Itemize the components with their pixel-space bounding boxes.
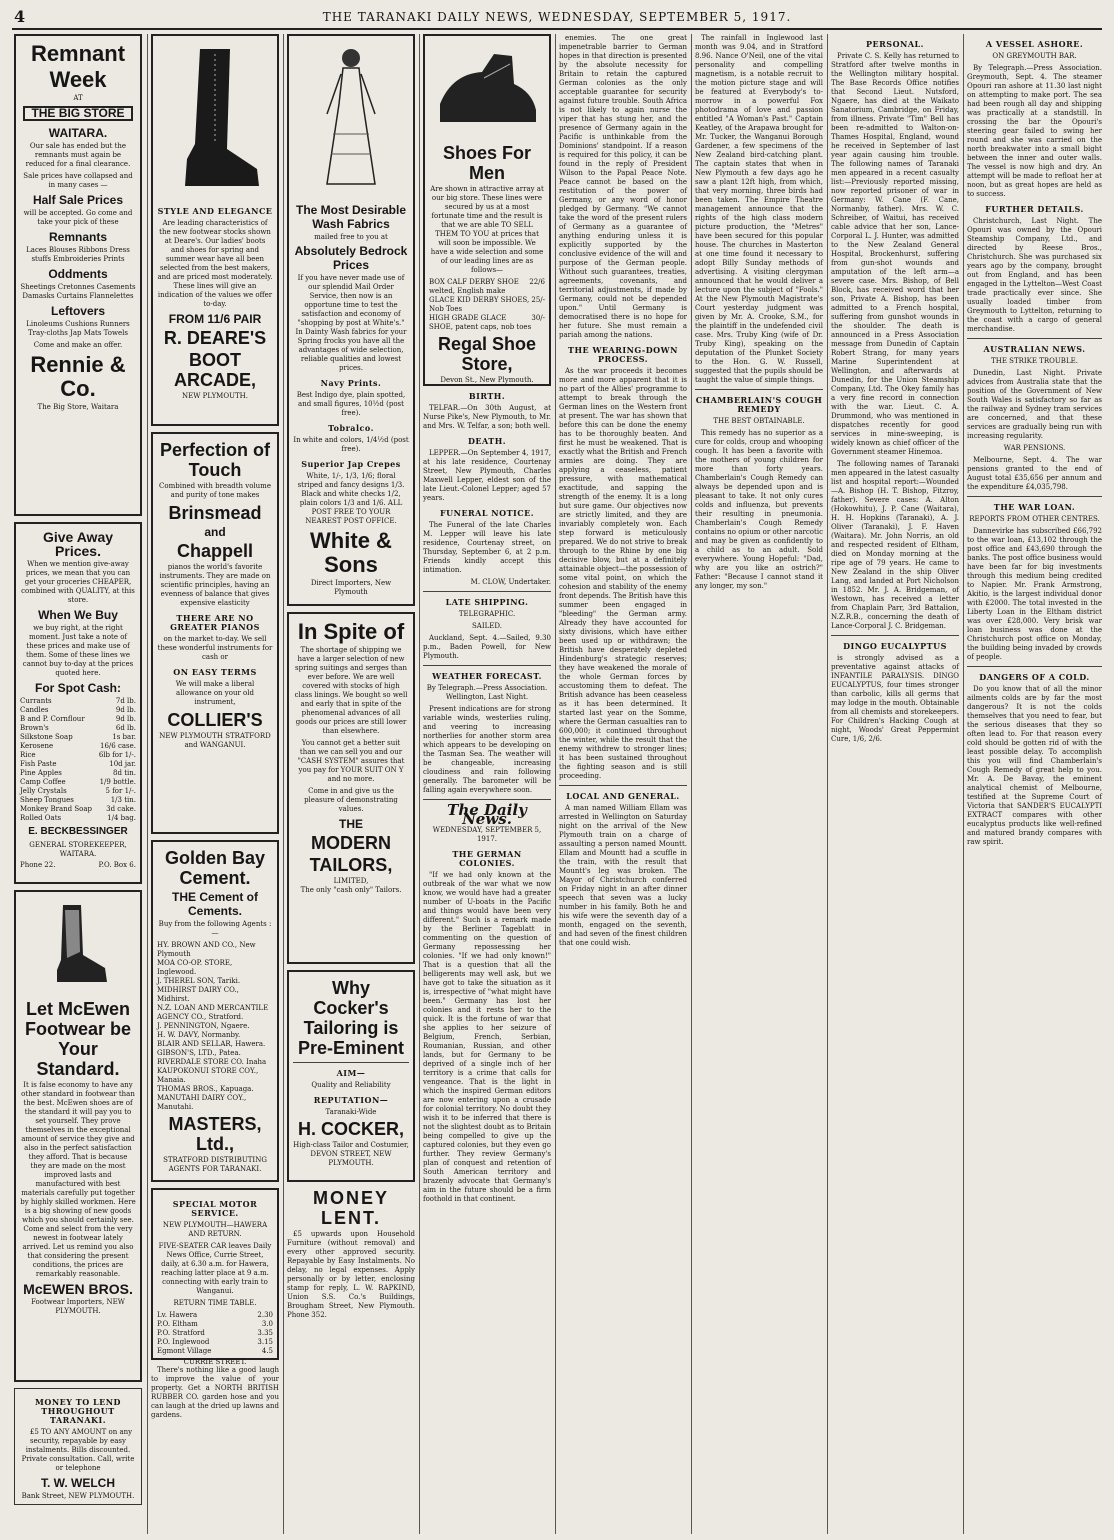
price-row-label: Rice xyxy=(20,751,36,759)
price-row-label: Sheep Tongues xyxy=(20,796,74,804)
golden-bay-heading: Golden Bay Cement. xyxy=(164,848,266,888)
golden-bay-cement-ad xyxy=(151,840,279,1182)
agent-row xyxy=(157,1004,273,1022)
agent-row-label: J. THEREL SON, Tariki. xyxy=(157,977,241,985)
price-row xyxy=(20,715,136,724)
price-row-value: 16/6 case. xyxy=(100,742,136,750)
leftovers-heading: Leftovers xyxy=(50,304,106,318)
jap-crepes-heading: Superior Jap Crepes xyxy=(301,459,401,469)
wash-text: If you have never made use of our splendid Mail Order Service, then now is an opportune time to test the satisfaction and economy of "shopping by post at White's." In Dainty Wash fabrics for your Spring frocks you have all the advantages of wide selection, reliable qualities and lowest prices. xyxy=(295,274,407,372)
agent-row xyxy=(157,1085,273,1094)
price-row xyxy=(20,733,136,742)
page-title: THE TARANAKI DAILY NEWS, WEDNESDAY, SEPTEMBER 5, 1917. xyxy=(322,10,792,24)
aim-label: AIM— xyxy=(336,1068,366,1078)
timetable xyxy=(157,1311,273,1356)
perfection-heading: Perfection of Touch xyxy=(159,440,270,480)
price-list xyxy=(20,697,136,823)
column-2 xyxy=(151,34,279,1534)
price-row-value: 6d lb. xyxy=(115,724,136,732)
agent-row xyxy=(157,1067,273,1085)
reputation-label: REPUTATION— xyxy=(313,1095,389,1105)
tailors-text: TAILORS, xyxy=(309,855,393,875)
oddments-heading: Oddments xyxy=(48,267,108,281)
come-in-text: Come in and give us the pleasure of demonstrating values. xyxy=(304,787,398,813)
price-row-value: 6lb for 1/-. xyxy=(98,751,136,759)
deare-boot-ad xyxy=(151,34,279,426)
late-shipping-heading: LATE SHIPPING. xyxy=(445,597,529,607)
regal-name: Regal Shoe Store, xyxy=(437,334,537,374)
week-heading: Week xyxy=(49,67,107,92)
money-text: £5 TO ANY AMOUNT on any security, repayable by easy instalments. Bills discounted. Private consultation. Call, write or telephone xyxy=(21,1428,135,1472)
weather-by: By Telegraph.—Press Association. Wellington, Last Night. xyxy=(426,684,548,701)
lady-figure-illustration xyxy=(311,44,391,194)
weather-text: Present indications are for strong variable winds, westerlies ruling, and veering to increasing northerlies for another storm area which appears to be developing on the Tasman Sea. The weather will be changeable, increasing cloudiness and rain following generally. The barometer will be falling again everywhere soon. xyxy=(423,705,551,794)
agent-row xyxy=(157,959,273,977)
timetable-row-label: P.O. Inglewood xyxy=(157,1338,210,1346)
agent-row xyxy=(157,1058,273,1067)
agent-row-label: KAUPOKONUI STORE COY., Manaia. xyxy=(157,1067,259,1084)
at-text: AT xyxy=(73,94,83,102)
cash-only-text: The only "cash only" Tailors. xyxy=(300,886,402,894)
personal-text: Private C. S. Kelly has returned to Stratford after twelve months in the Wellington military hospital. The Base Records Office notifies that Second Lieut. Nutsford, Ngaere, has died at the Waikato Sanatorium, Cambridge, on Friday, from illness. Private "Tim" Bell has been re-admitted to Walton-on-Thames Hospital, England, wound he received in September of last year again causing him trouble. The following names of Taranaki men appeared in a recent casualty list:—Previously reported missing, now reported prisoner of war in Germany: W. Cane (F. Cane, Normanby, father). Mrs. W. C. Schreiber, of Waitui, has received cable advice that her son, Lance-Corporal L. J. Hunter, was admitted to the New Zealand General Hospital, Brockenhurst, suffering from gun-shot wounds and amputation of the left arm—a severe case. Mrs. Bishop, of Bell Block, has received word that her son, Private A. Bishop, has been admitted to a French hospital, suffering from gunshot wounds in the shoulder. The death is announced in a Press Association message from Dunedin of Captain Robert Strang, for many years Marine Superintendent at Wellington, and afterwards at Dunedin, for the Union Steamship Company, Ltd. The Okey family has a very fine record in connection with the war. Lieut. C. A. Drummond, who was mentioned in dispatches recently for good services in mine-sweeping, is widely known as chief officer of the Government steamer Hinemoa. xyxy=(831,52,959,456)
shoe-row-value: 22/6 xyxy=(529,278,545,286)
price-row xyxy=(20,742,136,751)
give-away-prices-ad xyxy=(14,522,142,884)
modern-text: MODERN xyxy=(311,833,391,853)
shoe-row xyxy=(429,314,545,332)
agent-row xyxy=(157,986,273,1004)
piano-text: pianos the world's favorite instruments. They are made on scientific principles, having an evenness of balance that gives expensive elasticity xyxy=(159,563,271,607)
shoe-row xyxy=(429,278,545,296)
leftovers-items: Linoleums Cushions Runners Tray-cloths Jap Mats Towels xyxy=(26,320,130,337)
pensions-heading: WAR PENSIONS. xyxy=(1003,444,1066,452)
shoe-row-label: BOX CALF DERBY SHOE welted, English make xyxy=(429,278,519,295)
mcewen-text: It is false economy to have any other standard in footwear than the best. McEwen shoes are of the standard it will pay you to set yourself. They prove themselves in the exceptional amount of service they give and also in the perfect satisfaction they afford. That is because they are made on the most improved lasts and manufactured with best materials carefully put together by highly skilled workmen. Here is a big showing of new goods which you should certainly see. Come and select from the very newest in footwear lately arrived. Let us remind you also that considering the present conditions, the prices are remarkably reasonable. xyxy=(20,1081,136,1278)
australian-news-heading: AUSTRALIAN NEWS. xyxy=(983,344,1086,354)
further-text: Christchurch, Last Night. The Opouri was owned by the Opouri Steamship Company, Ltd., and directed by Reese Bros., Christchurch. She was purchased six years ago by the company, brought out from England, and has been engaged in the Lyttelton—West Coast trade practically ever since. She usually loaded timber from Greymouth to Lyttelton, returning to the coast with a cargo of general merchandise. xyxy=(967,217,1102,333)
price-row-value: 9d lb. xyxy=(115,706,136,714)
price-row xyxy=(20,706,136,715)
perfection-text: Combined with breadth volume and purity of tone makes xyxy=(159,482,271,499)
telegraphic-text: TELEGRAPHIC. xyxy=(458,610,516,618)
liberal-text: We will make a liberal allowance on your old instrument, xyxy=(175,680,255,706)
mailed-text: mailed free to you at xyxy=(314,233,388,241)
shoe-row-value: 30/- xyxy=(531,314,545,322)
personal-heading: PERSONAL. xyxy=(866,39,924,49)
column-rule xyxy=(963,34,964,1534)
wash-heading: The Most Desirable Wash Fabrics xyxy=(295,203,407,231)
timetable-row-value: 2.30 xyxy=(257,1311,273,1319)
give-away-text: When we mention give-away prices, we mean that you can get your groceries CHEAPER, combined with QUALITY, at this store. xyxy=(21,560,135,604)
sale-prices-text: Sale prices have collapsed and in many cases — xyxy=(23,172,133,189)
timetable-row-label: P.O. Stratford xyxy=(157,1329,205,1337)
shoes-for-men-heading: Shoes For Men xyxy=(442,143,531,183)
price-row-label: Silkstone Soap xyxy=(20,733,73,741)
motor-footer: CURRIE STREET. xyxy=(183,1358,247,1366)
the-text: THE xyxy=(339,817,363,831)
strike-heading: THE STRIKE TROUBLE. xyxy=(991,357,1078,365)
style-heading: STYLE AND ELEGANCE xyxy=(157,206,273,216)
agent-row-label: J. PENNINGTON, Ngaere. xyxy=(157,1022,250,1030)
column-rule xyxy=(827,34,828,1534)
navy-prints-heading: Navy Prints. xyxy=(320,378,382,388)
editorial-heading: THE GERMAN COLONIES. xyxy=(452,849,522,868)
easy-terms-text: ON EASY TERMS xyxy=(173,667,257,677)
weather-heading: WEATHER FORECAST. xyxy=(432,671,542,681)
column-rule xyxy=(555,34,556,1534)
spot-cash-heading: For Spot Cash: xyxy=(35,681,121,695)
when-we-buy-heading: When We Buy xyxy=(38,608,118,622)
motor-heading: SPECIAL MOTOR SERVICE. xyxy=(172,1199,258,1218)
price-row xyxy=(20,796,136,805)
war-loan-sub: REPORTS FROM OTHER CENTRES. xyxy=(969,515,1100,523)
price-row-label: Candles xyxy=(20,706,49,714)
money-lent-text: £5 upwards upon Household Furniture (without removal) and every other approved security. Repayable by Easy Instalments. No delay, no legal expenses. Apply personally or by letter, enclosing stamp for reply, L. W. RAPKIND, Union S.S. Co.'s Buildings, Brougham Street, New Plymouth. Phone 352. xyxy=(287,1230,415,1319)
return-timetable-heading: RETURN TIME TABLE. xyxy=(173,1299,257,1307)
price-row xyxy=(20,697,136,706)
price-row-label: Brown's xyxy=(20,724,49,732)
vessel-ashore-heading: A VESSEL ASHORE. xyxy=(985,39,1084,49)
deare-town: NEW PLYMOUTH. xyxy=(182,392,248,400)
price-row-value: 1/4 bag. xyxy=(107,814,136,822)
remnant-week-ad xyxy=(14,34,142,516)
market-text: on the market to-day. We sell these wonderful instruments for cash or xyxy=(157,635,273,661)
column-8 xyxy=(967,34,1102,1534)
masters-sub: STRATFORD DISTRIBUTING AGENTS FOR TARANAKI. xyxy=(163,1156,267,1173)
timetable-row xyxy=(157,1311,273,1320)
chamberlain-sub: THE BEST OBTAINABLE. xyxy=(713,417,805,425)
cold-text: Do you know that of all the minor ailments colds are by far the most dangerous? It is not the colds themselves that you need to fear, but the serious diseases that they so often lead to. For that reason every cold should be gotten rid of with the least possible delay. To accomplish this you will find Chamberlain's Cough Remedy of great help to you. Mr. A. De Bavay, the eminent analytical chemist of Melbourne, testified at the Supreme Court of Victoria that SANDER'S EUCALYPTI EXTRACT compares with other eucalyptus products like well-refined and matured brandy compares with raw spirit. xyxy=(967,685,1102,846)
mcewen-headline: Let McEwen Footwear be Your Standard. xyxy=(24,999,131,1079)
motor-text: FIVE-SEATER CAR leaves Daily News Office, Currie Street, daily, at 6.30 a.m. for Hawera, reaching latter place at 9 a.m. connecting with early train to Wanganui. xyxy=(158,1242,272,1295)
mens-shoe-illustration xyxy=(432,44,542,134)
price-row-value: 3d cake. xyxy=(106,805,136,813)
dingo-heading: DINGO EUCALYPTUS xyxy=(843,641,947,651)
column-6 xyxy=(695,34,823,1534)
personal-text-2: The following names of Taranaki men appeared in the latest casualty list and hospital report:—Wounded—A. Bishop (H. T. Bishop, Fitzroy, father). Severe cases: A. Alton (Hokowhitu), J. P. Cane (Waitara), H. H. Hopkins (Taranaki), A. J. Oliver (Taranaki), J. F. Haven (Waitara). Mr. John Norris, an old and respected resident of Eltham, died on Monday morning at the ripe age of 79 years. He came to New Zealand in the ship Oliver Lang, and landed at Port Nicholson in 1852. Mr. J. A. Bridgeman, of Westown, has received a letter from Chaplain Parr, 3rd Battalion, N.Z.R.B., concerning the death of Lance-Corporal J. C. Bridgeman. xyxy=(831,460,959,630)
further-details-heading: FURTHER DETAILS. xyxy=(985,204,1084,214)
price-row-value: 7d lb. xyxy=(115,697,136,705)
column-1 xyxy=(14,34,142,1534)
timetable-row-label: Lv. Hawera xyxy=(157,1311,198,1319)
po-box-text: P.O. Box 6. xyxy=(98,861,136,869)
price-row-value: 1s bar. xyxy=(112,733,136,741)
agent-row-label: GIBSON'S, LTD., Patea. xyxy=(157,1049,241,1057)
remnants-items: Laces Blouses Ribbons Dress stuffs Embroideries Prints xyxy=(26,246,130,263)
price-row-label: Pine Apples xyxy=(20,769,62,777)
remnant-heading: Remnant xyxy=(30,41,126,66)
price-row-label: Kerosene xyxy=(20,742,54,750)
price-row-value: 5 for 1/-. xyxy=(105,787,136,795)
chamberlain-text: This remedy has no superior as a cure for colds, croup and whooping cough. It has been a favorite with the mothers of young children for more than forty years. Chamberlain's Cough Remedy can always be depended upon and is pleasant to take. It not only cures colds and influenza, but prevents their resulting in pneumonia. Chamberlain's Cough Remedy contains no opium or other narcotic and may be given as confidently to a child as to an adult. Sold everywhere. Young Hopeful: "Dad, why are you like an ostrich?" Father: "Because I cannot stand it any longer, my son." xyxy=(695,429,823,590)
local-items-text: The rainfall in Inglewood last month was 9.04, and in Stratford 8.96. Nance O'Neil, one of the vital personality and compelling magnetism, is a notable recruit to the motion picture stage and will be featured at Everybody's to-morrow in a powerful Fox photodrama of love and passion entitled "A Woman's Past." Captain Keatley, of the Arapawa brought for Mr. Tucker, the Wanganui Borough Gardener, a few specimens of the New Zealand bird-catching plant. The captain states that when in New Plymouth a few days ago he saw a plant 12ft high, from which, that very morning, three birds had been taken. The Empire Theatre management announce that the rights of the high class modern picture production, the "Metres" have been secured for this popular house. The churches in Masterton at one time found it necessary to adopt Billy Sunday methods of advertising. A visiting clergyman announced that he would deliver a lecture upon the subject of "Fools." At the New Plymouth Magistrate's Court yesterday judgment was given by Mr. A. Crooke, S.M., for the plaintiff in the undefended civil case. Mrs. Truby King (wife of Dr. Truby King), speaking on the deputation of the Plunket Society to the Hon. G. W. Russell, suggested that the pupils should be taught the value of simple things. xyxy=(695,34,823,384)
shoe-row xyxy=(429,296,545,314)
deare-name: R. DEARE'S xyxy=(163,328,267,348)
remnants-heading: Remnants xyxy=(48,230,107,244)
timetable-row-label: Egmont Village xyxy=(157,1347,212,1355)
boot-arcade: BOOT ARCADE, xyxy=(173,350,256,390)
limited-text: LIMITED, xyxy=(333,877,369,885)
in-spite-text: The shortage of shipping we have a larger selection of new spring suitings and serges than ever before. We are well covered with stocks of high class linings. We bought so well and early that in spite of the phenomenal advances of all goods our prices are still lower than elsewhere. xyxy=(294,646,408,735)
shoe-row-label: HIGH GRADE GLACE SHOE, patent caps, nob toes xyxy=(429,314,532,331)
money-to-lend-ad xyxy=(14,1388,142,1505)
price-row xyxy=(20,769,136,778)
price-row xyxy=(20,760,136,769)
war-loan-heading: THE WAR LOAN. xyxy=(993,502,1076,512)
sailed-text: SAILED. xyxy=(472,622,502,630)
cocker-sub: High-class Tailor and Costumier, DEVON STREET, NEW PLYMOUTH. xyxy=(293,1141,409,1167)
motor-route: NEW PLYMOUTH—HAWERA AND RETURN. xyxy=(162,1221,268,1238)
cold-heading: DANGERS OF A COLD. xyxy=(979,672,1090,682)
mcewen-footwear-ad xyxy=(14,890,142,1382)
editorial-continued: enemies. The one great impenetrable barrier to German hopes in that direction is presented by the absolute necessity for Britain to retain the captured German colonies as the only acceptable guarantee for security against future trouble. South Africa is not likely to again nurse the viper that has stung her, and the presence of Germany again in the Pacific is unthinkable from the Dominions' standpoint. If a reason is required for this policy, it can be found in the reply of President Wilson to the Papal Peace Note. Peace cannot be based on the restitution of the power of Germany, or any word of honor pledged by Germany. "We cannot take the word of the present rulers of Germany as a guarantee of anything enduring unless it is explicitly supported by the conclusive evidence of the will and purpose of the German people. Without such guarantees, treaties, agreements, covenants, and territorial adjustments, if made by Germany, could not be depended upon." Until Germany is democratised there is no hope for her future. She must remain a pariah among the nations. xyxy=(559,34,687,339)
price-row xyxy=(20,814,136,823)
column-3 xyxy=(287,34,415,1534)
give-away-heading: Give Away Prices. xyxy=(42,529,114,559)
aim-text: Quality and Reliability xyxy=(311,1081,391,1089)
masters-name: MASTERS, Ltd., xyxy=(168,1114,262,1154)
local-general-heading: LOCAL AND GENERAL. xyxy=(566,791,680,801)
beckbessinger-name: E. BECKBESSINGER xyxy=(28,826,128,837)
modern-tailors-ad xyxy=(287,612,415,964)
no-greater-text: THERE ARE NO GREATER PIANOS xyxy=(170,613,260,632)
price-row xyxy=(20,787,136,796)
welch-name: T. W. WELCH xyxy=(41,1476,115,1490)
tobralco-heading: Tobralco. xyxy=(328,423,374,433)
price-row-label: Jelly Crystals xyxy=(20,787,67,795)
agent-row-label: MOA CO-OP. STORE, Inglewood. xyxy=(157,959,233,976)
reputation-text: Taranaki-Wide xyxy=(325,1108,377,1116)
brinsmead-brand: Brinsmead xyxy=(168,503,262,523)
shipping-text: Auckland, Sept. 4.—Sailed, 9.30 p.m., Baden Powell, for New Plymouth. xyxy=(423,634,551,660)
price-row xyxy=(20,724,136,733)
column-5 xyxy=(559,34,687,1534)
price-row-label: Camp Coffee xyxy=(20,778,66,786)
column-rule xyxy=(283,34,284,1534)
agent-row xyxy=(157,941,273,959)
cocker-heading: Why Cocker's Tailoring is Pre-Eminent xyxy=(297,978,405,1058)
price-row xyxy=(20,778,136,787)
agent-row-label: N.Z. LOAN AND MERCANTILE AGENCY CO., Stratford. xyxy=(157,1004,269,1021)
greymouth-sub: ON GREYMOUTH BAR. xyxy=(992,52,1077,60)
price-row-label: Currants xyxy=(20,697,52,705)
agent-row xyxy=(157,1031,273,1040)
cocker-tailoring-ad xyxy=(287,970,415,1182)
timetable-row xyxy=(157,1320,273,1329)
agent-row xyxy=(157,1049,273,1058)
agent-row-label: BLAIR AND SELLAR, Hawera. xyxy=(157,1040,266,1048)
agent-row-label: THOMAS BROS., Kapuaga. xyxy=(157,1085,254,1093)
funeral-notice: The Funeral of the late Charles M. Lepper will leave his late residence, Courtenay street, on Thursday, September 6, at 2 p.m. Friends kindly accept this intimation. xyxy=(423,521,551,574)
price-row-label: Monkey Brand Soap xyxy=(20,805,92,813)
agent-row-label: MANUTAHI DAIRY COY., Manutahi. xyxy=(157,1094,247,1111)
strike-text: Dunedin, Last Night. Private advices from Australia state that the position of the Government of New South Wales is satisfactory so far as the railway and Sydney tram services are concerned, and that these services are gradually being run with increasing regularity. xyxy=(967,369,1102,440)
timetable-row-value: 3.0 xyxy=(261,1320,273,1328)
tobralco-text: In white and colors, 1/4½d (post free). xyxy=(293,436,409,453)
come-offer-text: Come and make an offer. xyxy=(33,341,123,349)
price-row-value: 1/9 bottle. xyxy=(99,778,136,786)
column-rule xyxy=(419,34,420,1534)
half-sale-heading: Half Sale Prices xyxy=(32,193,124,207)
rennie-sub: The Big Store, Waitara xyxy=(37,403,119,411)
undertaker-sig: M. CLOW, Undertaker. xyxy=(470,578,551,586)
column-7 xyxy=(831,34,959,1534)
price-row-label: Rolled Oats xyxy=(20,814,62,822)
hose-advice: There's nothing like a good laugh to improve the value of your property. Get a NORTH BRITISH RUBBER CO. garden hose and you can laugh at the dried up lawns and gardens. xyxy=(151,1366,279,1419)
column-rule xyxy=(147,34,148,1534)
jap-crepes-text: White, 1/-, 1/3, 1/6; floral striped and fancy designs 1/3. Black and white checks 1/2, plain colors 1/3 and 1/6. ALL POST FREE TO YOUR NEAREST POST OFFICE. xyxy=(297,472,405,525)
editorial-date: WEDNESDAY, SEPTEMBER 5, 1917. xyxy=(432,826,542,843)
agent-row-label: HY. BROWN AND CO., New Plymouth xyxy=(157,941,256,958)
bedrock-heading: Absolutely Bedrock Prices xyxy=(294,244,408,272)
vessel-text: By Telegraph.—Press Association. Greymouth, Sept. 4. The steamer Opouri ran ashore at 11.30 last night on attempting to make port. The sea had been rough all day and shipping was practically at a standstill. In crossing the bar the Opouri's steering gear failed to swing her round and she was carried on the north breakwater into a small bight between the inner and outer walls. The vessel is now high and dry. An attempt will be made to refloat her at noon, but as great hopes are held as to success. xyxy=(967,64,1102,198)
price-row-value: 8d tin. xyxy=(113,769,136,777)
funeral-heading: FUNERAL NOTICE. xyxy=(439,508,535,518)
big-store-logo: THE BIG STORE xyxy=(23,106,132,121)
welch-addr: Bank Street, NEW PLYMOUTH. xyxy=(21,1492,135,1500)
shoe-row-value: 25/- xyxy=(531,296,545,304)
page-masthead xyxy=(12,6,1102,30)
chamberlain-heading: CHAMBERLAIN'S COUGH REMEDY xyxy=(695,395,823,414)
motor-service-ad xyxy=(151,1188,279,1366)
local-general-text: A man named William Ellam was arrested in Wellington on Saturday night on the arrival of the New Plymouth train on a charge of assaulting a person named Mountt. Ellam and Mountt had a scuffle in the train, with the result that Mountt's leg was broken. The Mayor of Christchurch conferred on Friday night in an after dinner speech that seven was a lucky number in his family. Both he and his wife were the seventh day of a month, engaged on the seventh, and had seven of the finest children that one could wish. xyxy=(559,804,687,947)
birth-heading: BIRTH. xyxy=(468,391,506,401)
collier-name: COLLIER'S xyxy=(167,710,263,730)
waitara-text: WAITARA. xyxy=(48,126,108,140)
mcewen-sub: Footwear Importers, NEW PLYMOUTH. xyxy=(31,1298,125,1315)
and-text: and xyxy=(204,525,226,539)
shoes-text: Are shown in attractive array at our big store. These lines were secured by us at a most fortunate time and the result is that we are able TO SELL THEM TO YOU at prices that will soon be impossible. We have a wide selection and some of our leading lines are as follows— xyxy=(430,185,544,274)
remnant-intro: Our sale has ended but the remnants must again be reduced for a final clearance. xyxy=(25,142,131,168)
agent-row-label: RIVERDALE STORE CO. Inaha xyxy=(157,1058,267,1066)
collier-piano-ad xyxy=(151,432,279,834)
white-sons-sub: Direct Importers, New Plymouth xyxy=(310,579,392,596)
dingo-text: is strongly advised as a preventative against attacks of INFANTILE PARALYSIS. DINGO EUCALYPTUS, four times stronger than carbolic, kills all germs that may lodge in the mouth. Obtainable from all chemists and storekeepers. For Children's Hacking Cough at night, Woods' Great Peppermint Cure, 1/6, 2/6. xyxy=(831,654,959,743)
mcewen-name: McEWEN BROS. xyxy=(23,1281,133,1297)
wearing-down-text: As the war proceeds it becomes more and more apparent that it is no part of the Allies' programme to attempt to break through the German lines on the Western front at present. The war has shown that before this can be done the enemy has to be thoroughly beaten. And first he must be weakened. That is exactly what the British and French armies are doing. They are applying a ceaseless, patient pressure, with mathematical exactitude, and sapping the strength of the enemy. It is a long but sure game. Our objectives now are strictly limited, and they are invariably completely won. Each step forward is meticulously prepared. We do not strive to break through to the Rhine by one big decisive blow, but at a definitely attainable object—the possession of some vital point, on which the cohesion and stability of the enemy front depends. The British have this summer been engaged in "bleeding" the German army. Already they have accounted for sixty divisions, which have either been used up or withdrawn; the British have desperately depleted Hindenburg's strategic reserves; they have weakened the morale of the whole German forces by accustoming them to defeat. The British advance has been ceaseless as it has been determined. It started last year on the Somme, where the German casualties ran to 600,000; it continued throughout the winter, while the result that the enemy withdrew to stronger lines; it has been sustained throughout the fighting season and is still proceeding. xyxy=(559,367,687,780)
high-boot-illustration xyxy=(165,44,265,194)
price-row-label: Fish Paste xyxy=(20,760,57,768)
shoe-price-list xyxy=(429,278,545,332)
navy-prints-text: Best Indigo dye, plain spotted, and small figures, 10½d (post free). xyxy=(296,391,406,417)
oddments-items: Sheetings Cretonnes Casements Damasks Curtains Flannelettes xyxy=(20,283,136,300)
agent-row xyxy=(157,1022,273,1031)
agent-row-label: MIDHIRST DAIRY CO., Midhirst. xyxy=(157,986,239,1003)
money-heading: MONEY TO LEND THROUGHOUT TARANAKI. xyxy=(35,1397,121,1425)
chappell-brand: Chappell xyxy=(176,541,253,561)
price-row-value: 9d lb. xyxy=(115,715,136,723)
price-row-value: 10d jar. xyxy=(109,760,136,768)
shoe-row-label: GLACE KID DERBY SHOES, Nob Toes xyxy=(429,296,530,313)
timetable-row-label: P.O. Eltham xyxy=(157,1320,198,1328)
daily-news-masthead: The Daily News. xyxy=(447,801,527,828)
phone-text: Phone 22. xyxy=(20,861,56,869)
agent-row xyxy=(157,1094,273,1112)
column-4 xyxy=(423,34,551,1534)
collier-sub: NEW PLYMOUTH STRATFORD and WANGANUI. xyxy=(159,732,271,749)
agents-list xyxy=(157,941,273,1112)
agent-row xyxy=(157,1040,273,1049)
white-sons-ad xyxy=(287,34,415,606)
white-sons-name: White & Sons xyxy=(310,528,392,577)
timetable-row xyxy=(157,1347,273,1356)
when-we-buy-text: we buy right, at the right moment. Just take a note of these prices and make use of them. Some of these lines we cannot buy to-day at the prices quoted here. xyxy=(22,624,134,677)
boot-illustration xyxy=(43,900,113,990)
war-loan-text: Dannevirke has subscribed £66,792 to the war loan, £13,102 through the post office and £43,690 through the banks. The post office business would have been far for big investments through this medium being credited to Napier. Mr. Frank Armstrong, Akitio, is the largest individual donor with £2000. The total invested in the Liberty Loan in the Eltham district was over £28,000. Very brisk war loan business was done at the Christchurch post office on Monday, the building being invaded by crowds of people. xyxy=(967,527,1102,661)
rennie-logo: Rennie & Co. xyxy=(30,352,126,401)
price-row-label: B and P. Cornflour xyxy=(20,715,85,723)
timetable-row-value: 4.5 xyxy=(261,1347,273,1355)
beckbessinger-sub: GENERAL STOREKEEPER, WAITARA. xyxy=(29,841,127,858)
half-sale-text: will be accepted. Go come and take your pick of these xyxy=(23,209,133,226)
column-rule xyxy=(691,34,692,1534)
page-number: 4 xyxy=(14,7,26,26)
price-row xyxy=(20,805,136,814)
death-notice: LEPPER.—On September 4, 1917, at his late residence, Courtenay Street, New Plymouth, Charles Maxwell Lepper, eldest son of the late Lieut.-Colonel Lepper; aged 57 years. xyxy=(423,449,551,502)
timetable-row-value: 3.35 xyxy=(257,1329,273,1337)
cocker-name: H. COCKER, xyxy=(297,1119,404,1139)
money-lent-heading: MONEY LENT. xyxy=(312,1188,389,1228)
in-spite-text-2: You cannot get a better suit than we can sell you and our "CASH SYSTEM" assures that you pay for YOUR SUIT ON Y and no more. xyxy=(297,739,405,783)
regal-shoe-ad xyxy=(423,34,551,386)
cement-sub: THE Cement of Cements. xyxy=(171,890,258,918)
price-row-value: 1/3 tin. xyxy=(110,796,136,804)
agent-row-label: H. W. DAVY, Normanby. xyxy=(157,1031,241,1039)
price-row xyxy=(20,751,136,760)
birth-notice: TELFAR.—On 30th August, at Nurse Pike's, New Plymouth, to Mr. and Mrs. W. Telfar, a son; both well. xyxy=(423,404,551,430)
death-heading: DEATH. xyxy=(467,436,507,446)
pensions-text: Melbourne, Sept. 4. The war pensions granted to the end of August total £35,656 per annum and the expenditure £4,035,798. xyxy=(967,456,1102,491)
wearing-down-heading: THE WEARING-DOWN PROCESS. xyxy=(568,345,678,364)
regal-addr: Devon St., New Plymouth. xyxy=(440,376,534,384)
agent-row xyxy=(157,977,273,986)
style-text: Are leading characteristics of the new footwear stocks shown at Deare's. Our ladies' boots and shoes for spring and summer wear have all been selected from the best makers, and are priced most moderately. These lines will give an indication of the values we offer to-day. xyxy=(157,219,273,308)
timetable-row xyxy=(157,1329,273,1338)
from-price: FROM 11/6 PAIR xyxy=(168,312,262,326)
agents-intro: Buy from the following Agents :— xyxy=(158,920,272,937)
editorial-text: "If we had only known at the outbreak of the war what we now know, we would have had a greater number of U-boats in the Pacific and things would have been very different." Such is a remark made by the Berliner Tageblatt in commenting on the question of Germany repossessing her colonies. "If we had only known!" That is a question that all the belligerents may well ask, but we have got to take the situation as it is, irrespective of "what might have been." Germany has lost her colonies and it rests her to the quick. It is the fortune of war that she applies to her seizure of Belgium, French, Serbian, Roumanian, Russian, and other lands, but for Germany to be deprived of a single inch of her territory is a crime that calls for vengeance. That is the light in which the inspired German editors are now entering upon a crusade for colonial territory. No doubt they wish it to be inferred that there is not the slightest doubt as to Britain being compelled to give up the captured colonies, but they even go further. They review Germany's plan of conquest and retention of South American territory and brazenly advocate that Germany's aim in the future should be a firm foothold in that continent. xyxy=(423,871,551,1203)
timetable-row xyxy=(157,1338,273,1347)
timetable-row-value: 3.15 xyxy=(257,1338,273,1346)
in-spite-heading: In Spite of xyxy=(297,619,405,644)
